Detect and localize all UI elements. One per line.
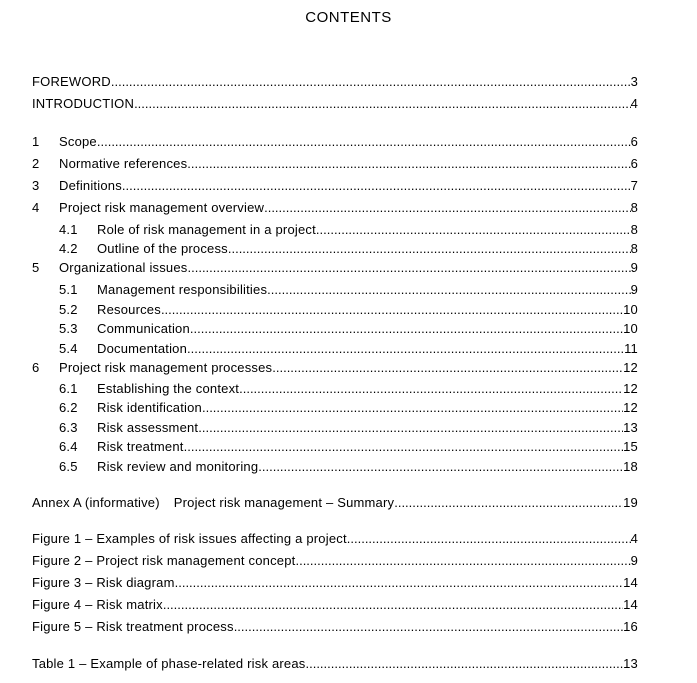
toc-entry-page: 13 <box>623 420 638 435</box>
toc-entry-label: Communication <box>97 321 190 336</box>
toc-entry-number: 4.1 <box>59 222 78 237</box>
toc-entry-label: Risk identification <box>97 400 202 415</box>
toc-entry-number: 4.2 <box>59 241 78 256</box>
toc-entry-table-1 <box>0 655 697 673</box>
dot-leader <box>188 259 631 277</box>
toc-entry-section-5-3 <box>0 320 697 338</box>
dot-leader <box>234 618 623 636</box>
toc-entry-figure-2 <box>0 552 697 570</box>
toc-entry-label: Outline of the process <box>97 241 228 256</box>
toc-entry-number: 2 <box>32 156 40 171</box>
toc-entry-page: 3 <box>630 74 638 89</box>
dot-leader <box>258 458 623 476</box>
toc-entry-number: 6.5 <box>59 459 78 474</box>
toc-entry-section-6-5 <box>0 458 697 476</box>
toc-entry-label: Figure 4 – Risk matrix <box>32 597 163 612</box>
dot-leader <box>394 494 623 512</box>
toc-entry-section-4 <box>0 199 697 217</box>
toc-entry-number: 4 <box>32 200 40 215</box>
toc-entry-page: 13 <box>623 656 638 671</box>
toc-entry-page: 8 <box>630 241 638 256</box>
toc-entry-page: 6 <box>630 134 638 149</box>
toc-entry-page: 4 <box>630 96 638 111</box>
toc-entry-section-4-1 <box>0 221 697 239</box>
dot-leader <box>163 596 623 614</box>
toc-entry-page: 9 <box>630 282 638 297</box>
toc-entry-label: Table 1 – Example of phase-related risk areas <box>32 656 306 671</box>
toc-entry-label: Project risk management overview <box>59 200 265 215</box>
toc-entry-number: 5.1 <box>59 282 78 297</box>
toc-entry-number: 3 <box>32 178 40 193</box>
toc-entry-section-6-3 <box>0 419 697 437</box>
dot-leader <box>295 552 630 570</box>
toc-entry-section-5-1 <box>0 281 697 299</box>
toc-entry-page: 9 <box>630 260 638 275</box>
toc-entry-page: 11 <box>624 341 638 356</box>
toc-entry-page: 10 <box>623 321 638 336</box>
toc-entry-number: 5.4 <box>59 341 78 356</box>
dot-leader <box>305 655 623 673</box>
dot-leader <box>272 359 623 377</box>
dot-leader <box>134 95 631 113</box>
toc-entry-number: 1 <box>32 134 40 149</box>
dot-leader <box>122 177 631 195</box>
toc-entry-number: 6.3 <box>59 420 78 435</box>
toc-entry-label: INTRODUCTION <box>32 96 135 111</box>
toc-entry-label: Resources <box>97 302 161 317</box>
dot-leader <box>190 320 623 338</box>
toc-entry-label: Establishing the context <box>97 381 240 396</box>
toc-entry-label: Normative references <box>59 156 188 171</box>
toc-entry-number: 5.3 <box>59 321 78 336</box>
toc-entry-page: 19 <box>623 495 638 510</box>
dot-leader <box>111 73 631 91</box>
toc-entry-section-6-2 <box>0 399 697 417</box>
toc-entry-section-5 <box>0 259 697 277</box>
toc-entry-number: 6.4 <box>59 439 78 454</box>
dot-leader <box>347 530 631 548</box>
annex-tag: Annex A (informative) <box>32 495 160 510</box>
toc-entry-label: Risk review and monitoring <box>97 459 259 474</box>
toc-entry-number: 5 <box>32 260 40 275</box>
toc-entry-figure-1 <box>0 530 697 548</box>
toc-entry-figure-3 <box>0 574 697 592</box>
toc-entry-label: Figure 3 – Risk diagram <box>32 575 175 590</box>
toc-entry-figure-4 <box>0 596 697 614</box>
toc-entry-label: Management responsibilities <box>97 282 268 297</box>
toc-entry-number: 5.2 <box>59 302 78 317</box>
toc-entry-page: 9 <box>630 553 638 568</box>
dot-leader <box>228 240 631 258</box>
toc-entry-label: Risk assessment <box>97 420 199 435</box>
dot-leader <box>187 155 630 173</box>
toc-entry-section-2 <box>0 155 697 173</box>
toc-entry-page: 7 <box>630 178 638 193</box>
toc-entry-label: Project risk management – Summary <box>173 495 395 510</box>
toc-entry-introduction <box>0 95 697 113</box>
toc-entry-page: 18 <box>623 459 638 474</box>
toc-entry-label: Definitions <box>59 178 122 193</box>
toc-entry-section-1 <box>0 133 697 151</box>
toc-entry-label: FOREWORD <box>32 74 111 89</box>
toc-entry-page: 14 <box>623 575 638 590</box>
toc-entry-page: 8 <box>630 222 638 237</box>
toc-entry-page: 10 <box>623 302 638 317</box>
dot-leader <box>316 221 631 239</box>
toc-entry-label: Figure 1 – Examples of risk issues affecting a project <box>32 531 347 546</box>
toc-entry-page: 8 <box>630 200 638 215</box>
dot-leader <box>187 340 624 358</box>
dot-leader <box>267 281 630 299</box>
toc-entry-page: 4 <box>630 531 638 546</box>
toc-entry-label: Documentation <box>97 341 188 356</box>
toc-entry-label: Risk treatment <box>97 439 184 454</box>
dot-leader <box>97 133 631 151</box>
dot-leader <box>264 199 630 217</box>
dot-leader <box>198 419 623 437</box>
dot-leader <box>161 301 623 319</box>
toc-entry-number: 6.1 <box>59 381 78 396</box>
toc-entry-number: 6 <box>32 360 40 375</box>
toc-entry-label: Figure 2 – Project risk management concept <box>32 553 296 568</box>
toc-entry-figure-5 <box>0 618 697 636</box>
dot-leader <box>175 574 624 592</box>
toc-entry-page: 12 <box>623 360 638 375</box>
toc-entry-section-6-4 <box>0 438 697 456</box>
toc-entry-section-6 <box>0 359 697 377</box>
toc-entry-annex-a <box>0 494 697 512</box>
toc-entry-page: 6 <box>630 156 638 171</box>
dot-leader <box>202 399 623 417</box>
toc-entry-label: Project risk management processes <box>59 360 273 375</box>
toc-entry-label: Scope <box>59 134 97 149</box>
dot-leader <box>184 438 624 456</box>
toc-entry-section-5-4 <box>0 340 697 358</box>
toc-entry-page: 12 <box>623 400 638 415</box>
toc-entry-section-5-2 <box>0 301 697 319</box>
toc-entry-foreword <box>0 73 697 91</box>
toc-entry-section-4-2 <box>0 240 697 258</box>
toc-entry-label: Role of risk management in a project <box>97 222 316 237</box>
page-title: CONTENTS <box>305 9 392 26</box>
toc-entry-section-6-1 <box>0 380 697 398</box>
toc-entry-label: Figure 5 – Risk treatment process <box>32 619 234 634</box>
toc-entry-section-3 <box>0 177 697 195</box>
toc-entry-label: Organizational issues <box>59 260 188 275</box>
toc-entry-page: 16 <box>623 619 638 634</box>
dot-leader <box>239 380 623 398</box>
toc-entry-number: 6.2 <box>59 400 78 415</box>
toc-entry-page: 14 <box>623 597 638 612</box>
toc-entry-page: 15 <box>623 439 638 454</box>
toc-entry-page: 12 <box>623 381 638 396</box>
